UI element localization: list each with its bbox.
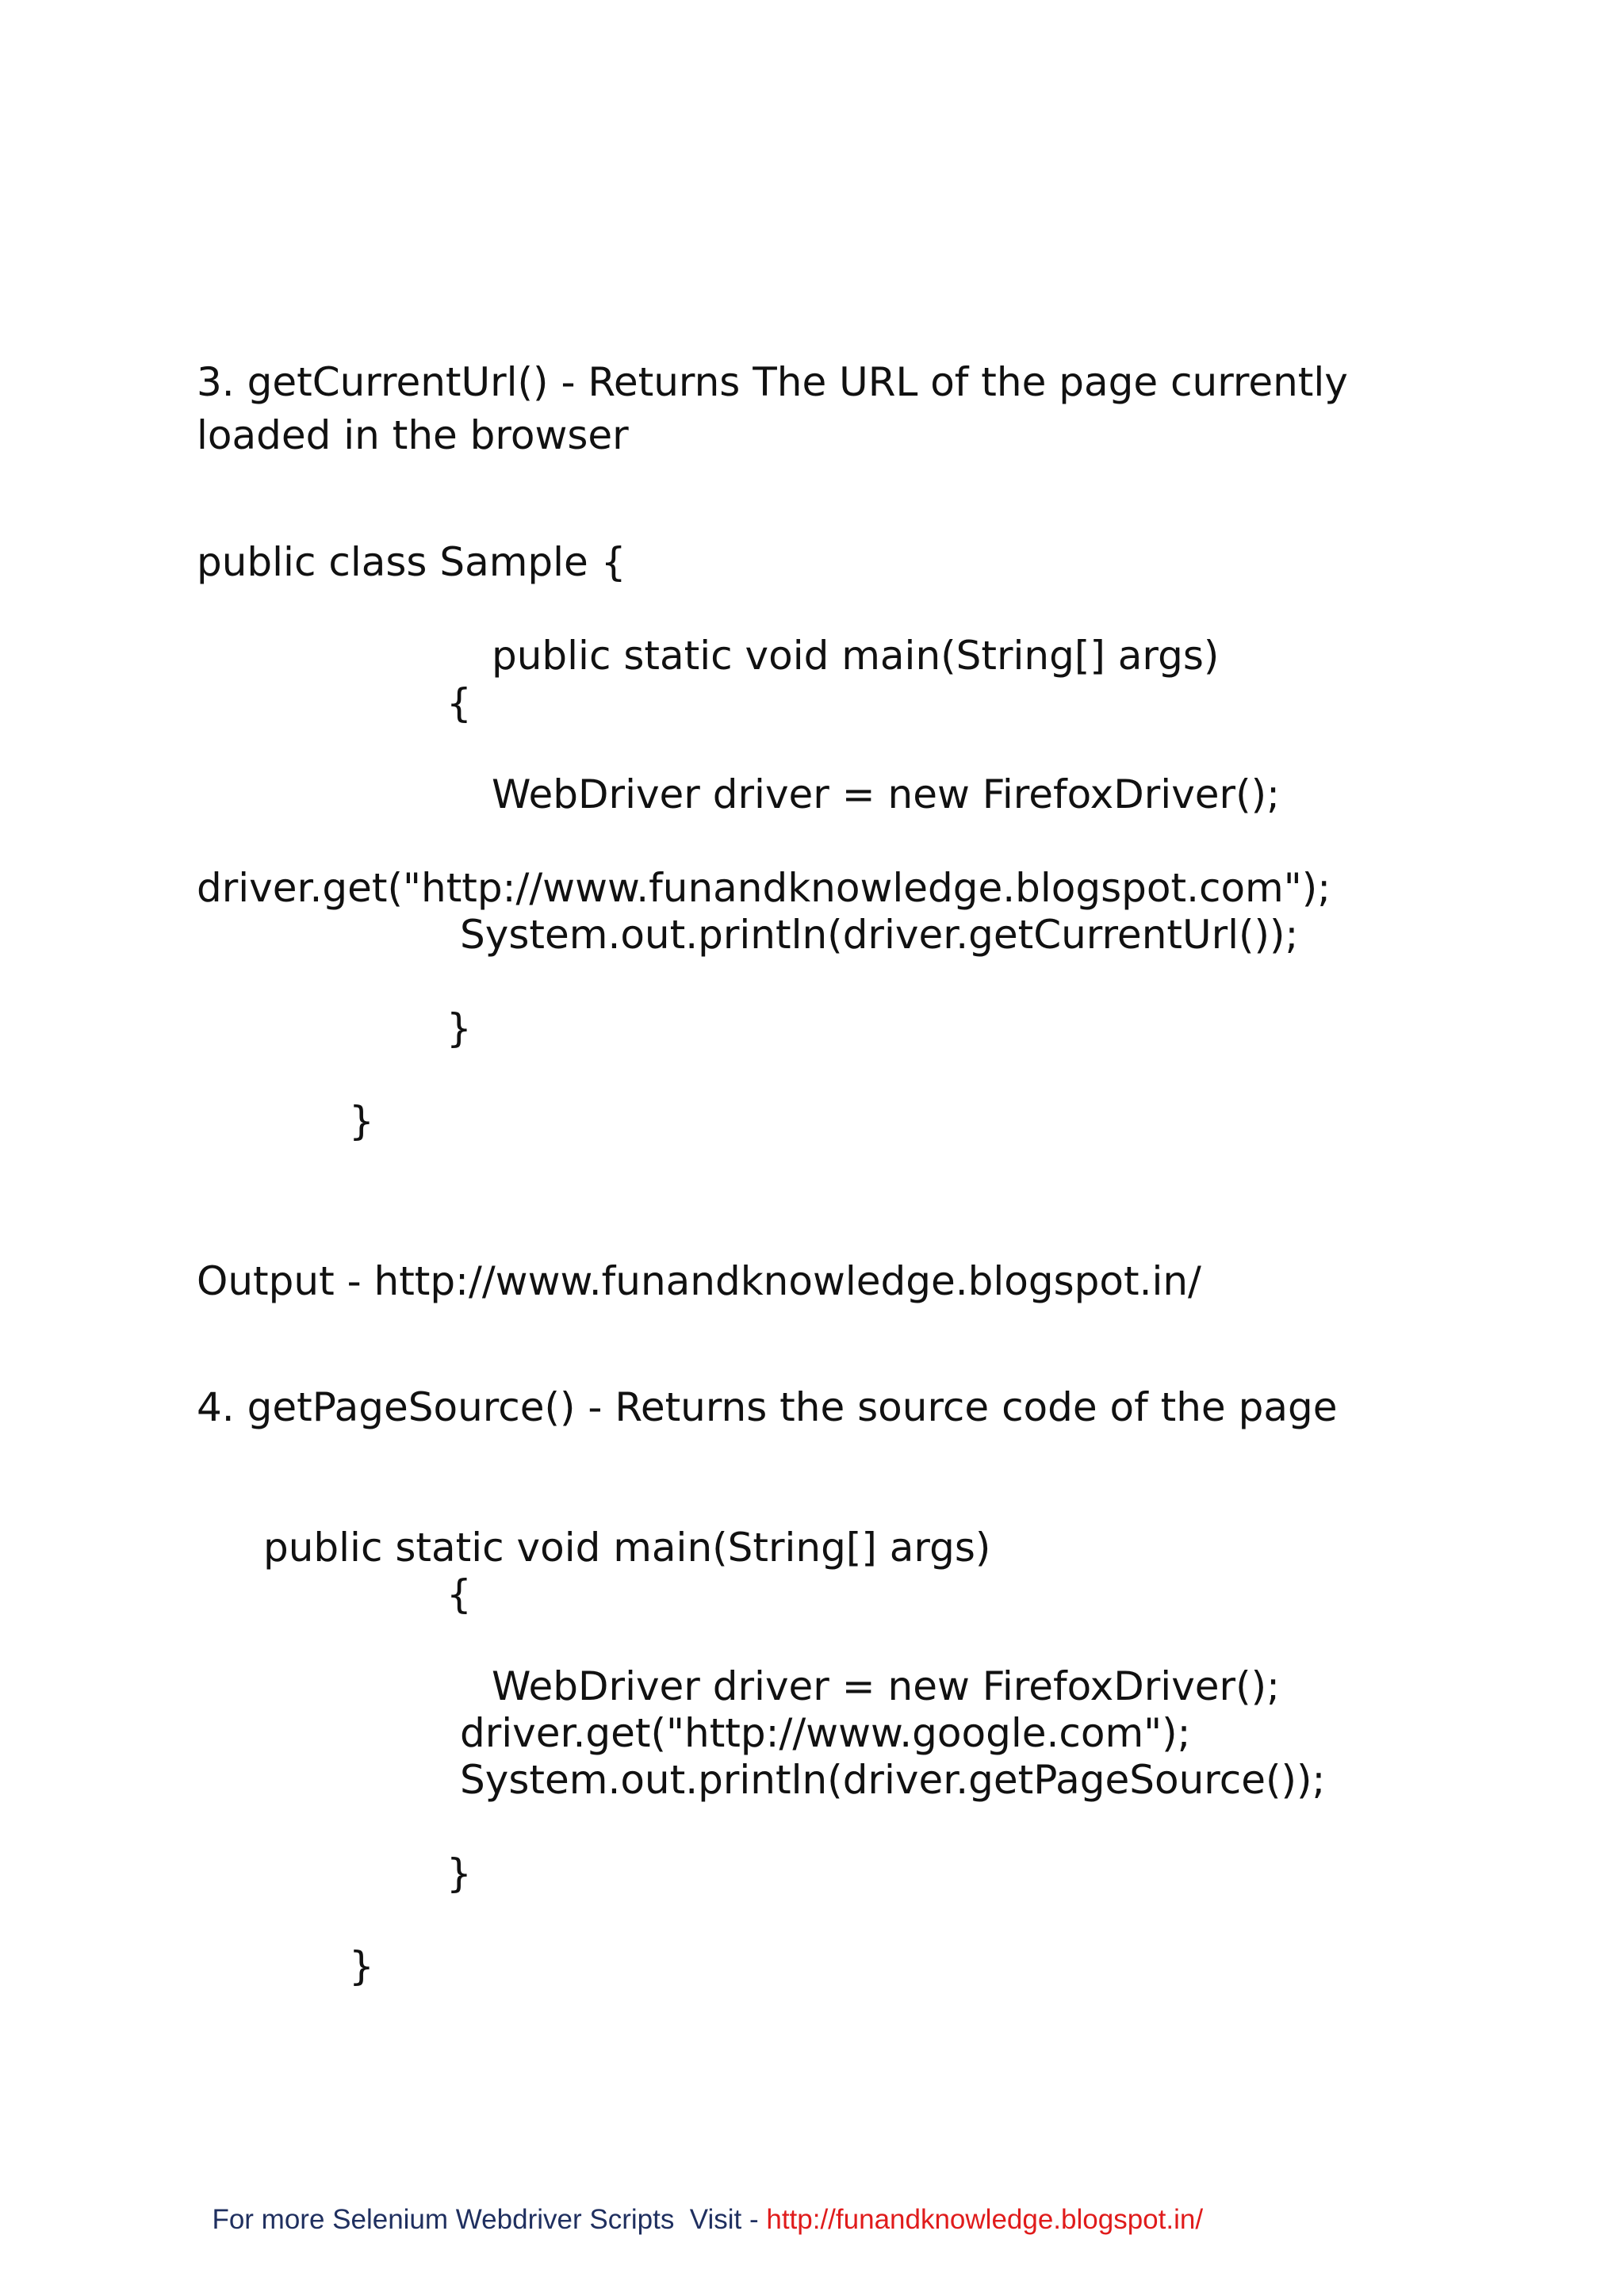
section3-main-signature: public static void main(String[] args)	[492, 633, 1220, 679]
section4-close-inner-brace: }	[446, 1850, 472, 1896]
footer	[197, 2163, 1203, 2239]
section4-driver-init: WebDriver driver = new FirefoxDriver();	[492, 1663, 1280, 1709]
section3-output: Output - http://www.funandknowledge.blogspot.in/	[197, 1258, 1201, 1304]
section3-heading-line2: loaded in the browser	[197, 412, 629, 458]
section4-close-outer-brace: }	[349, 1943, 374, 1989]
section3-driver-get: driver.get("http://www.funandknowledge.blogspot.com");	[197, 865, 1331, 911]
section4-println: System.out.println(driver.getPageSource());	[460, 1757, 1326, 1803]
section3-close-inner-brace: }	[446, 1005, 472, 1051]
section3-open-brace: {	[446, 680, 472, 726]
footer-text: For more Selenium Webdriver Scripts Visit -	[212, 2204, 767, 2235]
section3-class-declaration: public class Sample {	[197, 539, 626, 585]
footer-link[interactable]: http://funandknowledge.blogspot.in/	[766, 2204, 1204, 2235]
section3-close-outer-brace: }	[349, 1098, 374, 1144]
section4-driver-get: driver.get("http://www.google.com");	[460, 1710, 1191, 1756]
section4-open-brace: {	[446, 1571, 472, 1617]
section3-heading-line1: 3. getCurrentUrl() - Returns The URL of the page currently	[197, 359, 1348, 405]
section3-driver-init: WebDriver driver = new FirefoxDriver();	[492, 771, 1280, 817]
section4-heading: 4. getPageSource() - Returns the source code of the page	[197, 1384, 1338, 1430]
section4-main-signature: public static void main(String[] args)	[263, 1525, 991, 1571]
section3-println: System.out.println(driver.getCurrentUrl());	[460, 912, 1299, 958]
